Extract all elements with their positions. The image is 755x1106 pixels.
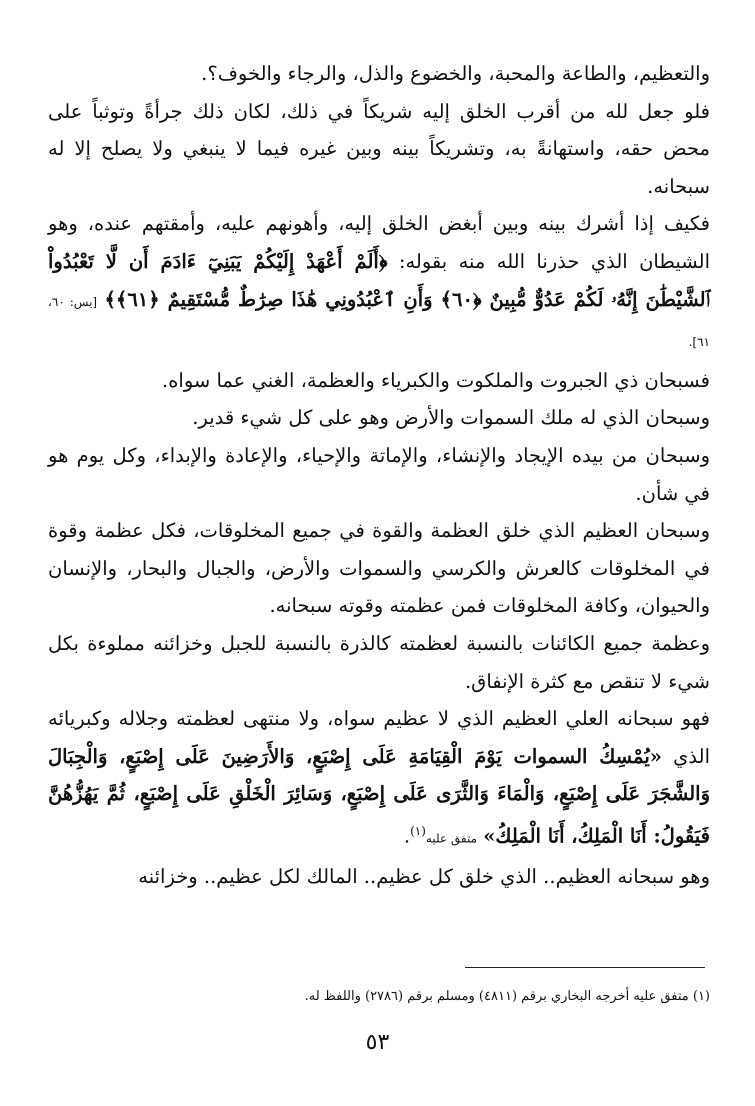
paragraph-5: وسبحان الذي له ملك السموات والأرض وهو على كل شيء قدير.	[192, 406, 710, 430]
paragraph-1: والتعظيم، والطاعة والمحبة، والخضوع والذل، والرجاء والخوف؟.	[201, 62, 710, 85]
quran-verse: ﴿أَلَمْ أَعْهَدْ إِلَيْكُمْ يَبَنِيٓ ءَادَمَ أَن لَّا تَعْبُدُواْ ٱلشَّيْطَٰنَ إِنَّهُۥ لَكُمْ عَدُوٌّ مُّبِينٌ ﴿٦٠﴾ وَأَنِ ٱعْبُدُونِي هَٰذَا صِرَٰطٌ مُّسْتَقِيمٌ ﴿٦١﴾﴾	[48, 249, 711, 311]
page-body	[48, 55, 710, 896]
quran-reference: [يس: ٦٠، ٦١].	[48, 294, 710, 350]
paragraph-8: وعظمة جميع الكائنات بالنسبة لعظمته كالذرة بالنسبة للجبل وخزائنه مملوءة بكل شيء لا تنقص مع كثرة الإنفاق.	[48, 631, 710, 693]
paragraph-3	[48, 205, 710, 361]
footnote-divider	[465, 967, 705, 968]
paragraph-2: فلو جعل لله من أقرب الخلق إليه شريكاً في ذلك، لكان ذلك جرأةً وتوثباً على محض حقه، واستهانةً به، وتشريكاً بينه وبين غيره فيما لا ينبغي ولا يصلح إلا له سبحانه.	[48, 99, 710, 198]
paragraph-9: فهو سبحانه العلي العظيم الذي لا عظيم سواه، ولا منتهى لعظمته وجلاله وكبريائه الذي «يُمْسِكُ السموات يَوْمَ الْقِيَامَةِ عَلَى إِصْبَعٍ، وَالأَرَضِينَ عَلَى إِصْبَعٍ، وَالْجِبَالَ وَالشَّجَرَ عَلَى إِصْبَعٍ، وَالْمَاءَ وَالثَّرَى عَلَى إِصْبَعٍ، وَسَائِرَ الْخَلْقِ عَلَى إِصْبَعٍ، ثُمَّ يَهُزُّهُنَّ فَيَقُولُ: أَنَا الْمَلِكُ، أَنَا الْمَلِكُ» متفق عليه$^{(١)}$.	[48, 707, 710, 848]
paragraph-10: وهو سبحانه العظيم.. الذي خلق كل عظيم.. المالك لكل عظيم.. وخزائنه	[138, 864, 710, 888]
paragraph-3-text: فكيف إذا أشرك بينه وبين أبغض الخلق إليه، وأهونهم عليه، وأمقتهم عنده، وهو الشيطان الذي حذرنا الله منه بقوله:	[48, 212, 710, 273]
hadith-text: «يُمْسِكُ السموات يَوْمَ الْقِيَامَةِ عَلَى إِصْبَعٍ، وَالأَرَضِينَ عَلَى إِصْبَعٍ، وَالْجِبَالَ وَالشَّجَرَ عَلَى إِصْبَعٍ، وَالْمَاءَ وَالثَّرَى عَلَى إِصْبَعٍ، وَسَائِرَ الْخَلْقِ عَلَى إِصْبَعٍ، ثُمَّ يَهُزُّهُنَّ فَيَقُولُ: أَنَا الْمَلِكُ، أَنَا الْمَلِكُ»	[48, 744, 710, 848]
paragraph-9-text: فهو سبحانه العلي العظيم الذي لا عظيم سواه، ولا منتهى لعظمته وجلاله وكبريائه الذي	[48, 707, 710, 768]
paragraph-6: وسبحان من بيده الإيجاد والإنشاء، والإماتة والإحياء، والإعادة والإبداء، وكل يوم هو في شأن.	[48, 443, 710, 505]
footnote-marker: (١)	[410, 823, 426, 838]
hadith-reference: متفق عليه	[425, 831, 478, 846]
paragraph-7: وسبحان العظيم الذي خلق العظمة والقوة في جميع المخلوقات، فكل عظمة وقوة في المخلوقات كالعرش والكرسي والسموات والأرض، والجبال والبحار، والإنسان والحيوان، وكافة المخلوقات فمن عظمته وقوته سبحانه.	[48, 519, 710, 618]
footnote: (١) متفق عليه أخرجه البخاري برقم (٤٨١١) ومسلم برقم (٢٧٨٦) واللفظ له.	[304, 989, 710, 1004]
paragraph-4: فسبحان ذي الجبروت والملكوت والكبرياء والعظمة، الغني عما سواه.	[162, 368, 710, 392]
page-number: ٥٣	[365, 1030, 390, 1055]
